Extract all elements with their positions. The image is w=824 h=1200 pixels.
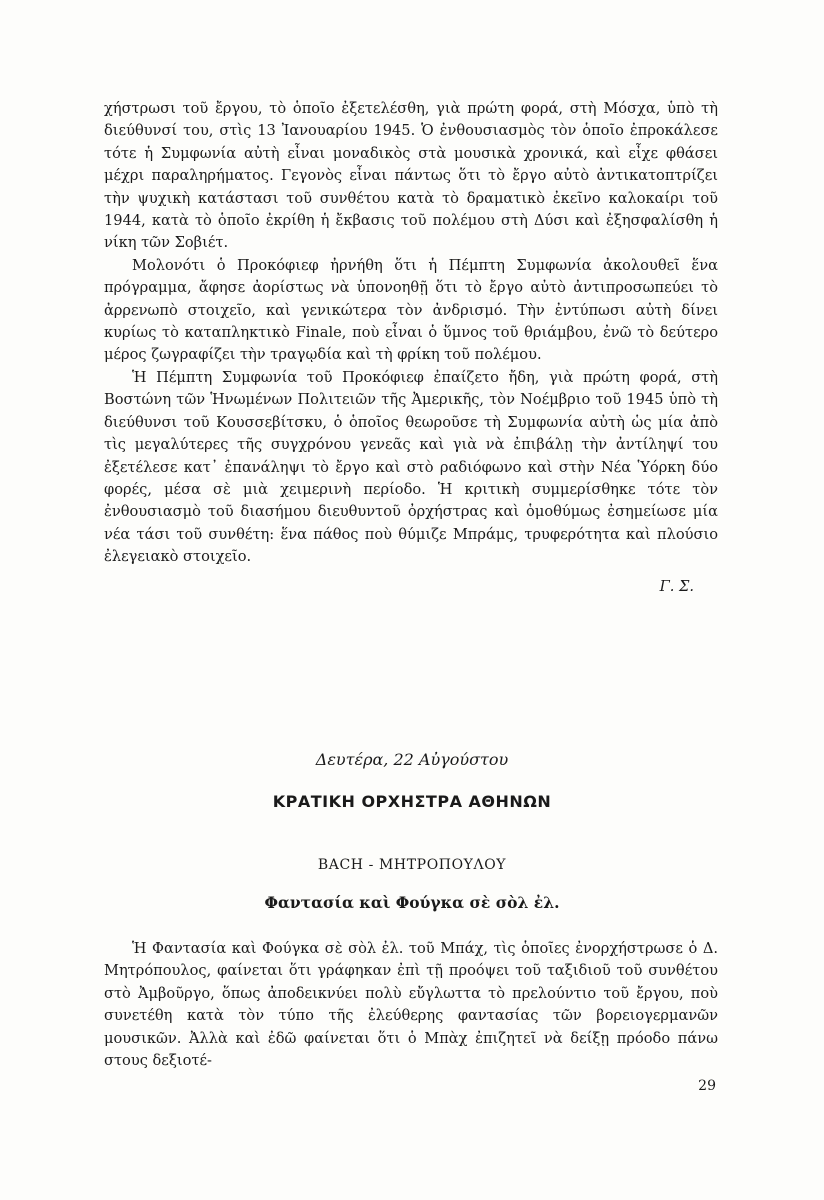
author-initials: Γ. Σ. [659, 578, 694, 595]
orchestra-heading: ΚΡΑΤΙΚΗ ΟΡΧΗΣΤΡΑ ΑΘΗΝΩΝ [272, 792, 552, 811]
program-note [104, 938, 718, 1072]
page-number: 29 [698, 1078, 716, 1094]
paragraph-bach-note: Ἡ Φαντασία καὶ Φούγκα σὲ σὸλ ἐλ. τοῦ Μπάχ, τὶς ὁποῖες ἐνορχήστρωσε ὁ Δ. Μητρόπουλος, φαίνεται ὅτι γράφηκαν ἐπὶ τῇ προόψει τοῦ ταξιδιοῦ τοῦ συνθέτου στὸ Ἀμβοῦργο, ὅπως ἀποδεικνύει πολὺ εὔγλωττα τὸ πρελούντιο τοῦ ἔργου, ποὺ συνετέθη κατὰ τὸν τύπο τῆς ἐλεύθερης φαντασίας τῶν βορειογερμανῶν μουσικῶν. Ἀλλὰ καὶ ἐδῶ φαίνεται ὅτι ὁ Μπὰχ ἐπιζητεῖ νὰ δείξῃ πρόοδο πάνω στους δεξιοτέ- [104, 940, 718, 1070]
concert-date-heading: Δευτέρα, 22 Αὐγούστου [315, 750, 509, 769]
composer-arranger-line: BACH - ΜΗΤΡΟΠΟΥΛΟΥ [317, 857, 507, 873]
paragraph-premiere: χήστρωσι τοῦ ἔργου, τὸ ὁποῖο ἐξετελέσθη, γιὰ πρώτη φορά, στὴ Μόσχα, ὑπὸ τὴ διεύθυνσί του, στὶς 13 Ἰανουαρίου 1945. Ὁ ἐνθουσιασμὸς τὸν ὁποῖο ἐπροκάλεσε τότε ἡ Συμφωνία αὐτὴ εἶναι μοναδικὸς στὰ μουσικὰ χρονικά, καὶ εἶχε φθάσει μέχρι παραληρήματος. Γεγονὸς εἶναι πάντως ὅτι τὸ ἔργο αὐτὸ ἀντικατοπτρίζει τὴν ψυχικὴ κατάστασι τοῦ συνθέτου κατὰ τὸ δραματικὸ ἐκεῖνο καλοκαίρι τοῦ 1944, κατὰ τὸ ὁποῖο ἐκρίθη ἡ ἔκβασις τοῦ πολέμου στὴ Δύσι καὶ ἐξησφαλίσθη ἡ νίκη τῶν Σοβιέτ. [104, 100, 718, 252]
paragraph-program: Μολονότι ὁ Προκόφιεφ ἠρνήθη ὅτι ἡ Πέμπτη Συμφωνία ἀκολουθεῖ ἕνα πρόγραμμα, ἄφησε ἀορίστως νὰ ὑπονοηθῇ ὅτι τὸ ἔργο αὐτὸ ἀντιπροσωπεύει τὸ ἀρρενωπὸ στοιχεῖο, καὶ γενικώτερα τὸν ἀνδρισμό. Τὴν ἐντύπωσι αὐτὴ δίνει κυρίως τὸ καταπληκτικὸ Finale, ποὺ εἶναι ὁ ὕμνος τοῦ θριάμβου, ἐνῶ τὸ δεύτερο μέρος ζωγραφίζει τὴν τραγῳδία καὶ τὴ φρίκη τοῦ πολέμου. [104, 256, 718, 364]
work-title: Φαντασία καὶ Φούγκα σὲ σὸλ ἐλ. [264, 893, 560, 912]
article-continuation [104, 98, 718, 569]
paragraph-us-premiere: Ἡ Πέμπτη Συμφωνία τοῦ Προκόφιεφ ἐπαίζετο ἤδη, γιὰ πρώτη φορά, στὴ Βοστώνη τῶν Ἡνωμένων Πολιτειῶν τῆς Ἀμερικῆς, τὸν Νοέμβριο τοῦ 1945 ὑπὸ τὴ διεύθυνσι τοῦ Κουσσεβίτσκυ, ὁ ὁποῖος θεωροῦσε τὴ Συμφωνία αὐτὴ ὡς μία ἀπὸ τὶς μεγαλύτερες τῆς συγχρόνου γενεᾶς καὶ γιὰ νὰ ἐπιβάλῃ τὴν ἀντίληψί του ἐξετέλεσε κατ᾽ ἐπανάληψι τὸ ἔργο καὶ στὸ ραδιόφωνο καὶ στὴν Νέα Ὑόρκη δύο φορές, μέσα σὲ μιὰ χειμερινὴ περίοδο. Ἡ κριτικὴ συμμερίσθηκε τότε τὸν ἐνθουσιασμὸ τοῦ διασήμου διευθυντοῦ ὀρχήστρας καὶ ὁμοθύμως ἐσημείωσε μία νέα τάσι τοῦ συνθέτη: ἕνα πάθος ποὺ θύμιζε Μπράμς, τρυφερότητα καὶ πλούσιο ἐλεγειακὸ στοιχεῖο. [104, 368, 718, 566]
